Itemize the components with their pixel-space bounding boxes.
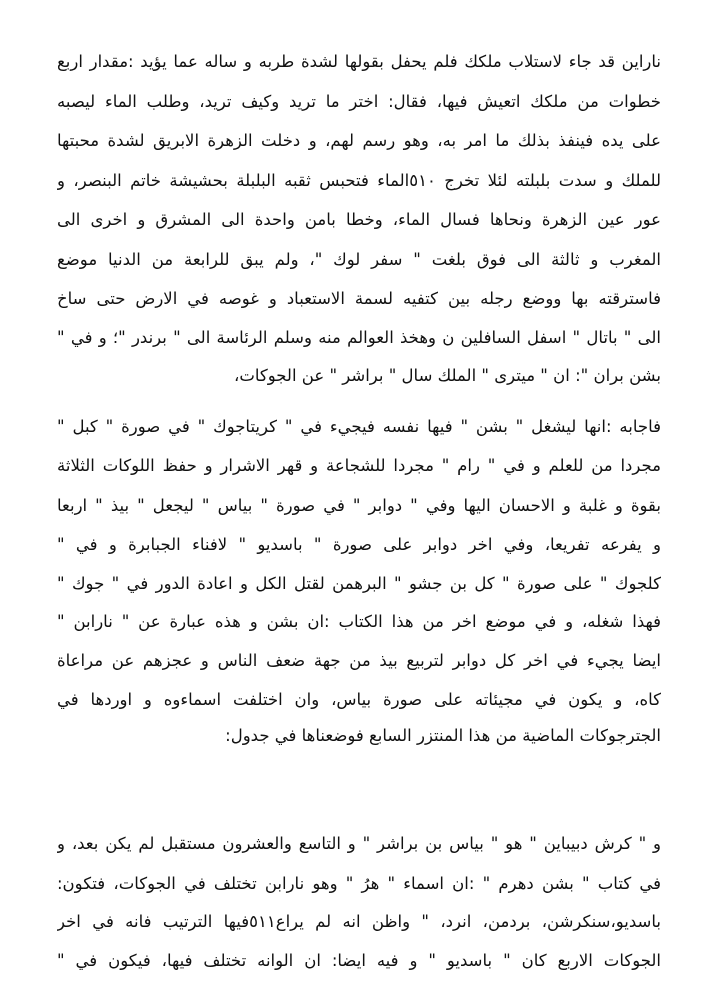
text-line: الجترجوكات الماضية من هذا المنتزر السابع فوضعناها في جدول: [225,726,661,745]
text-line: على يده فينفذ بذلك ما امر به، وهو رسم لهم، و دخلت الزهرة الابريق لشدة محبتها [57,131,661,150]
text-line: الى " باتال " اسفل السافلين ن وهخذ العوالم منه وسلم الرئاسة الى " برندر "؛ و في " [57,328,661,347]
text-line: الجوكات الاربع كان " باسديو " و فيه ايضا: ان الوانه تختلف فيها، فيكون في " [57,951,661,970]
text-line: فهذا شغله، و في موضع اخر من هذا الكتاب :ان بشن و هذه عبارة عن " نارابن " [57,612,661,631]
text-line: كاه، و يكون في مجيئاته على صورة بياس، وان اختلفت اسماءوه و اوردها في [57,690,661,709]
text-line: في كتاب " بشن دهرم " :ان اسماء " هرُ " وهو نارابن تختلف في الجوكات، فتكون: [57,874,661,893]
text-line: باسديو،سنكرشن، بردمن، انرد، " واظن انه لم يراع٥١١فيها الترتيب فانه في اخر [57,912,661,931]
text-line: كلجوك " على صورة " كل بن جشو " البرهمن لقتل الكل و اعادة الدور في " جوك " [57,574,661,593]
text-line: خطوات من ملكك اتعيش فيها، فقال: اختر ما تريد وكيف تريد، وطلب الماء ليصبه [57,92,661,111]
text-line: ايضا يجيء في اخر كل دوابر لتربيع بيذ من جهة ضعف الناس و عجزهم عن مراعاة [57,651,661,670]
text-line: عور عين الزهرة ونحاها فسال الماء، وخطا بامن واحدة الى المشرق و اخرى الى [57,210,661,229]
text-line: فاجابه :انها ليشغل " بشن " فيها نفسه فيجيء في " كريتاجوك " في صورة " كبل " [57,417,661,436]
text-line: المغرب و ثالثة الى فوق بلغت " سفر لوك "، ولم يبق للرابعة من الدنيا موضع [57,250,661,269]
text-line: بقوة و غلبة و الاحسان اليها وفي " دوابر " في صورة " بياس " ليجعل " بيذ " اربعا [57,496,661,515]
text-line: ناراين قد جاء لاستلاب ملكك فلم يحفل بقولها لشدة طربه و ساله عما يؤيد :مقدار اربع [57,52,661,71]
text-line: فاسترقته بها ووضع رجله بين كتفيه لسمة الاستعباد و غوصه في الارض حتى ساخ [57,289,661,308]
text-line: للملك و سدت بلبلته لئلا تخرج ٥١٠الماء فتحبس ثقبه البلبلة بحشيشة خاتم البنصر، و [57,171,661,190]
text-line: بشن بران ": ان " ميترى " الملك سال " براشر " عن الجوكات، [234,366,661,385]
text-line: مجردا من للعلم و في " رام " مجردا للشجاعة و قهر الاشرار و حفظ اللوكات الثلاثة [57,456,661,475]
text-line: و يفرعه تفريعا، وفي اخر دوابر على صورة " باسديو " لافناء الجبابرة و في " [57,535,661,554]
text-line: و " كرش دبيباين " هو " بياس بن براشر " و التاسع والعشرون مستقبل لم يكن بعد، و [57,834,661,853]
